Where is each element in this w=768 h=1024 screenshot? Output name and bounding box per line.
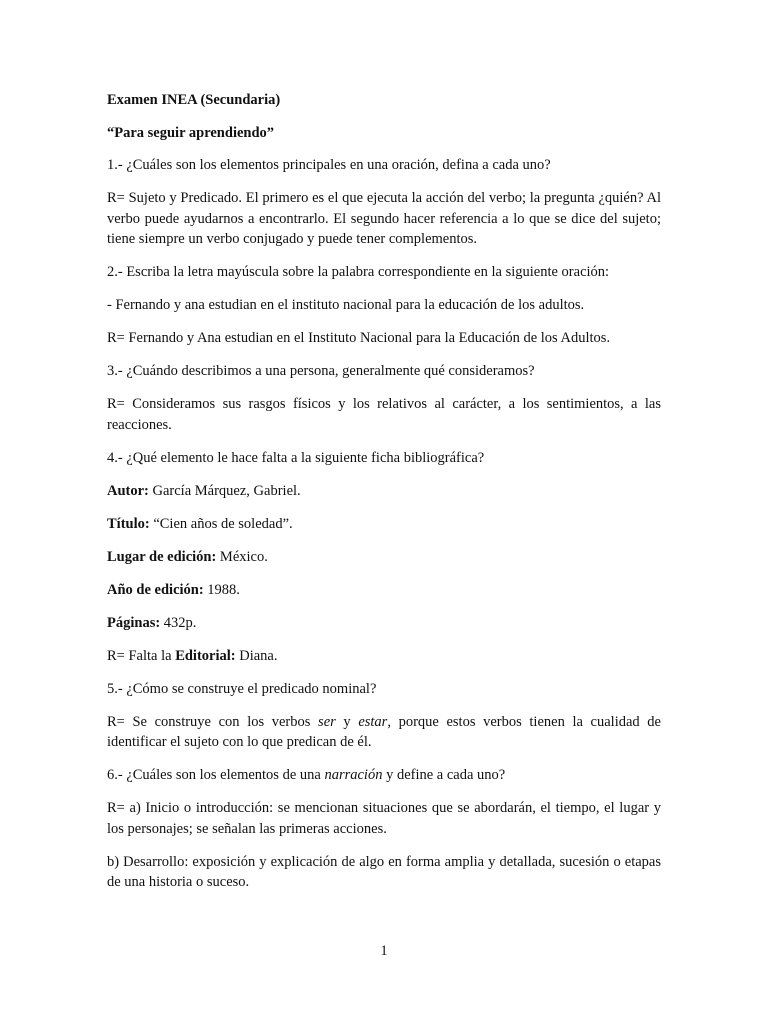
document-title: Examen INEA (Secundaria) xyxy=(107,92,281,108)
answer-4-prefix: R= Falta la xyxy=(107,647,176,664)
question-2: 2.- Escriba la letra mayúscula sobre la palabra correspondiente en la siguiente oración: xyxy=(107,264,610,280)
ficha-autor-label: Autor: xyxy=(107,482,149,499)
page-number: 1 xyxy=(380,943,388,959)
document-body xyxy=(107,90,661,905)
ficha-paginas xyxy=(107,613,661,634)
answer-5-estar: estar xyxy=(358,713,388,730)
ficha-autor-value: García Márquez, Gabriel. xyxy=(148,482,301,499)
ficha-paginas-value: 432p. xyxy=(160,614,197,631)
answer-5-part2: y xyxy=(335,713,359,730)
answer-4-bold: Editorial: xyxy=(175,647,236,664)
ficha-anio-label: Año de edición: xyxy=(107,581,204,598)
document-subtitle: “Para seguir aprendiendo” xyxy=(107,124,275,141)
question-6-part2: y define a cada uno? xyxy=(382,767,506,783)
question-2-sentence: - Fernando y ana estudian en el instituto nacional para la educación de los adultos. xyxy=(107,297,585,313)
ficha-lugar xyxy=(107,547,661,568)
ficha-autor xyxy=(107,481,661,502)
ficha-lugar-label: Lugar de edición: xyxy=(107,548,217,565)
ficha-titulo-value: “Cien años de soledad”. xyxy=(149,515,293,532)
question-5: 5.- ¿Cómo se construye el predicado nominal? xyxy=(107,680,377,697)
answer-6a: R= a) Inicio o introducción: se mencionan situaciones que se abordarán, el tiempo, el lugar y los personajes; se señalan las primeras acciones. xyxy=(107,800,661,837)
answer-1: R= Sujeto y Predicado. El primero es el que ejecuta la acción del verbo; la pregunta ¿quién? Al verbo puede ayudarnos a encontrarlo. El segundo hacer referencia a lo que se dice del sujeto; tiene siempre un verbo conjugado y puede tener complementos. xyxy=(107,190,661,247)
question-4: 4.- ¿Qué elemento le hace falta a la siguiente ficha bibliográfica? xyxy=(107,449,485,466)
ficha-titulo xyxy=(107,514,661,535)
ficha-paginas-label: Páginas: xyxy=(107,614,161,631)
ficha-anio-value: 1988. xyxy=(203,581,240,598)
answer-5-part1: R= Se construye con los verbos xyxy=(107,713,319,730)
question-6-part1: 6.- ¿Cuáles son los elementos de una xyxy=(107,767,325,783)
answer-6b: b) Desarrollo: exposición y explicación de algo en forma amplia y detallada, sucesión o etapas de una historia o suceso. xyxy=(107,853,661,890)
ficha-lugar-value: México. xyxy=(216,548,268,565)
question-3: 3.- ¿Cuándo describimos a una persona, generalmente qué consideramos? xyxy=(107,363,535,379)
answer-4 xyxy=(107,646,661,667)
answer-5-part3: , porque estos verbos tienen la cualidad de identificar el sujeto con lo que predican de él. xyxy=(107,713,661,750)
question-1: 1.- ¿Cuáles son los elementos principales en una oración, defina a cada uno? xyxy=(107,157,551,173)
answer-5 xyxy=(107,712,661,753)
ficha-anio xyxy=(107,580,661,601)
answer-4-suffix: Diana. xyxy=(235,647,278,664)
ficha-titulo-label: Título: xyxy=(107,515,150,532)
question-6 xyxy=(107,765,661,786)
question-6-italic: narración xyxy=(324,767,383,783)
answer-2: R= Fernando y Ana estudian en el Instituto Nacional para la Educación de los Adultos. xyxy=(107,330,611,346)
answer-5-ser: ser xyxy=(318,713,336,730)
answer-3: R= Consideramos sus rasgos físicos y los relativos al carácter, a los sentimientos, a las reacciones. xyxy=(107,396,661,433)
